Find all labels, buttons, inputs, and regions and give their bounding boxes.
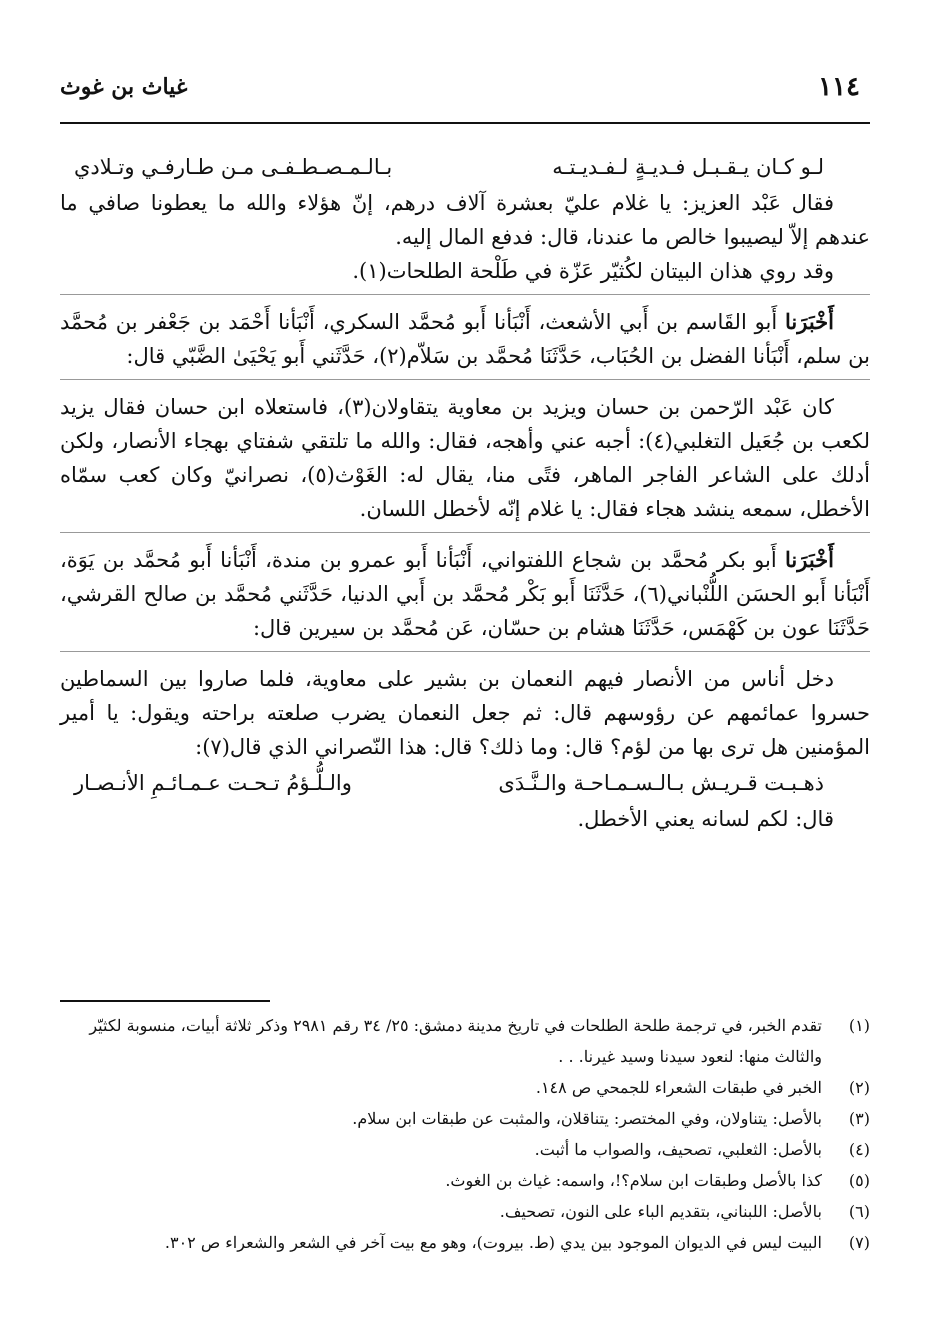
footnote-number: (٦) <box>848 1202 870 1221</box>
page-header <box>60 72 870 112</box>
paragraph: وقد روي هذان البيتان لكُثيّر عَزّة في طَلْحة الطلحات(١). <box>352 259 834 283</box>
footnote-number: (٤) <box>848 1140 870 1159</box>
paragraph-text: أَبو بكر مُحمَّد بن شجاع اللفتواني، أَنْبَأنا أَبو عمرو بن مندة، أَنْبَأنا أَبو مُحمَّد بن يَوَة، أَنْبَأنا أَبو الحسَن اللُّنْباني(٦)، حَدَّثَنَا أَبو بَكْر مُحمَّد بن أَبي الدنيا، حَدَّثَني مُحمَّد بن صالح القرشي، حَدَّثَنَا عون بن كَهْمَس، حَدَّثَنَا هشام بن حسّان، عَن مُحمَّد بن سيرين قال: <box>60 548 870 640</box>
verse-hemistich: ذهـبـت قـريـش بـالـسـمـاحـة والـنَّـدَى <box>498 771 824 795</box>
footnote <box>60 1103 870 1134</box>
section-divider <box>60 379 870 380</box>
footnote-number: (٥) <box>848 1171 870 1190</box>
paragraph: فقال عَبْد العزيز: يا غلام عليّ بعشرة آلاف درهم، إنّ هؤلاء والله ما يعطونا صافي ما عندهم إلاّ ليصيبوا خالص ما عندنا، قال: فدفع المال إليه. <box>60 191 870 249</box>
footnote-text: الخبر في طبقات الشعراء للجمحي ص ١٤٨. <box>535 1078 822 1097</box>
footnote-text: بالأصل: يتناولان، وفي المختصر: يتناقلان، والمثبت عن طبقات ابن سلام. <box>352 1109 822 1128</box>
footnote <box>60 1165 870 1196</box>
section-divider <box>60 294 870 295</box>
footnote-text: كذا بالأصل وطبقات ابن سلام؟!، واسمه: غياث بن الغوث. <box>445 1171 822 1190</box>
running-title: غياث بن غوث <box>60 74 188 100</box>
footnote-number: (٢) <box>848 1078 870 1097</box>
footnote <box>60 1072 870 1103</box>
footnote-number: (٧) <box>848 1233 870 1252</box>
isnad-paragraph <box>60 543 870 645</box>
lead-word: أَخْبَرَنا <box>785 547 834 572</box>
footnote-rule <box>60 1000 270 1002</box>
page-number: ١١٤ <box>818 72 860 102</box>
section-divider <box>60 651 870 652</box>
footnote-text: البيت ليس في الديوان الموجود بين يدي (ط. بيروت)، وهو مع بيت آخر في الشعر والشعراء ص ٣٠٢. <box>164 1233 822 1252</box>
footnote-text: بالأصل: اللبناني، بتقديم الباء على النون، تصحيف. <box>499 1202 822 1221</box>
footnote <box>60 1134 870 1165</box>
footnote-text: بالأصل: الثعلبي، تصحيف، والصواب ما أثبت. <box>534 1140 822 1159</box>
page <box>60 60 870 1300</box>
main-text <box>60 148 870 836</box>
paragraph-text: أَبو القَاسم بن أَبي الأشعث، أَنْبَأنا أَبو مُحمَّد السكري، أَنْبَأنا أَحْمَد بن جَعْفر بن مُحمَّد بن سلم، أَنْبَأنا الفضل بن الحُبَاب، حَدَّثَنَا مُحمَّد بن سَلاّم(٢)، حَدَّثَني أَبو يَحْيَىٰ الضَّبّي قال: <box>60 310 870 368</box>
verse-hemistich: بـالـمـصـطـفـى مـن طـارفـي وتـلادي <box>74 155 393 179</box>
verse-line <box>60 150 870 184</box>
footnote <box>60 1196 870 1227</box>
footnote <box>60 1010 870 1072</box>
isnad-paragraph <box>60 305 870 373</box>
verse-hemistich: والـلُّـؤمُ تـحـت عـمـائـمِ الأنـصـار <box>74 771 352 795</box>
footnotes <box>60 1010 870 1258</box>
footnote-text: تقدم الخبر، في ترجمة طلحة الطلحات في تاريخ مدينة دمشق: ٢٥/ ٣٤ رقم ٢٩٨١ وذكر ثلاثة أبيات، منسوبة لكثيّر والثالث منها: لنعود سيدنا وسيد غيرنا. . . <box>89 1016 822 1066</box>
verse-hemistich: لـو كـان يـقـبـل فـديـةٍ لـفـديـتـه <box>552 155 824 179</box>
verse-line <box>60 766 870 800</box>
header-rule <box>60 122 870 124</box>
section-divider <box>60 532 870 533</box>
paragraph: قال: لكم لسانه يعني الأخطل. <box>577 807 834 831</box>
lead-word: أَخْبَرَنا <box>785 309 834 334</box>
footnote <box>60 1227 870 1258</box>
paragraph: دخل أناس من الأنصار فيهم النعمان بن بشير على معاوية، فلما صاروا بين السماطين حسروا عمائمهم عن رؤوسهم قال: ثم جعل النعمان يضرب صلعته براحته ويقول: يا أمير المؤمنين هل ترى بها من لؤم؟ قال: وما ذلك؟ قال: هذا النّصراني الذي قال(٧): <box>60 667 870 759</box>
footnote-number: (١) <box>848 1016 870 1035</box>
paragraph: كان عَبْد الرّحمن بن حسان ويزيد بن معاوية يتقاولان(٣)، فاستعلاه ابن حسان فقال يزيد لكعب بن جُعَيل التغلبي(٤): أجبه عني وأهجه، فقال: والله ما تلتقي شفتاي بهجاء الأنصار، ولكن أدلك على الشاعر الفاجر الماهر، فتًى منا، يقال له: الغَوْث(٥)، نصرانيّ وكان كعب سمّاه الأخطل، سمعه ينشد هجاء فقال: يا غلام إنّه لأخطل اللسان. <box>60 395 870 521</box>
footnote-number: (٣) <box>848 1109 870 1128</box>
